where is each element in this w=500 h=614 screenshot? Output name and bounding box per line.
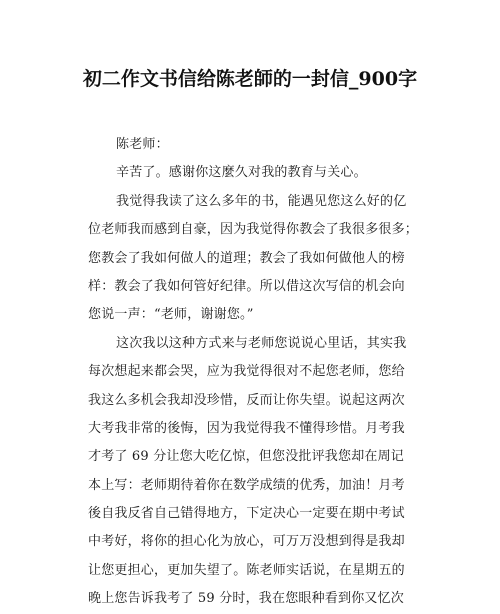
body-line: 您教会了我如何做人的道理；教会了我如何做他人的榜 bbox=[88, 250, 405, 266]
body-line: 让您更担心，更加失望了。陈老师实话说，在星期五的 bbox=[88, 562, 405, 578]
body-line: 这次我以这种方式来与老师您说说心里话，其实我 bbox=[116, 335, 407, 351]
body-line: 辛苦了。感谢你这麼久对我的教育与关心。 bbox=[116, 165, 367, 181]
body-line: 位老师我而感到自豪，因为我觉得你教会了我很多很多； bbox=[88, 222, 419, 238]
body-line: 中考好，将你的担心化为放心，可万万没想到得是我却 bbox=[88, 534, 405, 550]
document-body bbox=[88, 131, 428, 614]
body-line: 每次想起来都会哭，应为我觉得很对不起您老师，您给 bbox=[88, 364, 405, 380]
body-line: 後自我反省自己错得地方，下定决心一定要在期中考试 bbox=[88, 506, 405, 522]
body-line: 本上写：老师期待着你在数学成绩的优秀，加油！月考 bbox=[88, 477, 405, 493]
body-line: 晚上您告诉我考了 59 分时，我在您眼种看到你又忆次 bbox=[88, 591, 405, 607]
body-line: 大考我非常的後悔，因为我觉得我不懂得珍惜。月考我 bbox=[88, 420, 405, 436]
body-line: 样：教会了我如何管好纪律。所以借这次写信的机会向 bbox=[88, 278, 405, 294]
body-line: 您说一声：“老师，谢谢您。” bbox=[88, 307, 254, 323]
body-line: 陈老师： bbox=[116, 137, 169, 152]
body-line: 我觉得我读了这么多年的书，能遇见您这么好的亿 bbox=[116, 193, 407, 209]
body-line: 才考了 69 分让您大吃亿惊，但您没批评我您却在周记 bbox=[88, 449, 405, 465]
body-line: 我这么多机会我却没珍惜，反而让你失望。说起这两次 bbox=[88, 392, 405, 408]
document-title: 初二作文书信给陈老師的一封信_900字 bbox=[82, 68, 418, 90]
